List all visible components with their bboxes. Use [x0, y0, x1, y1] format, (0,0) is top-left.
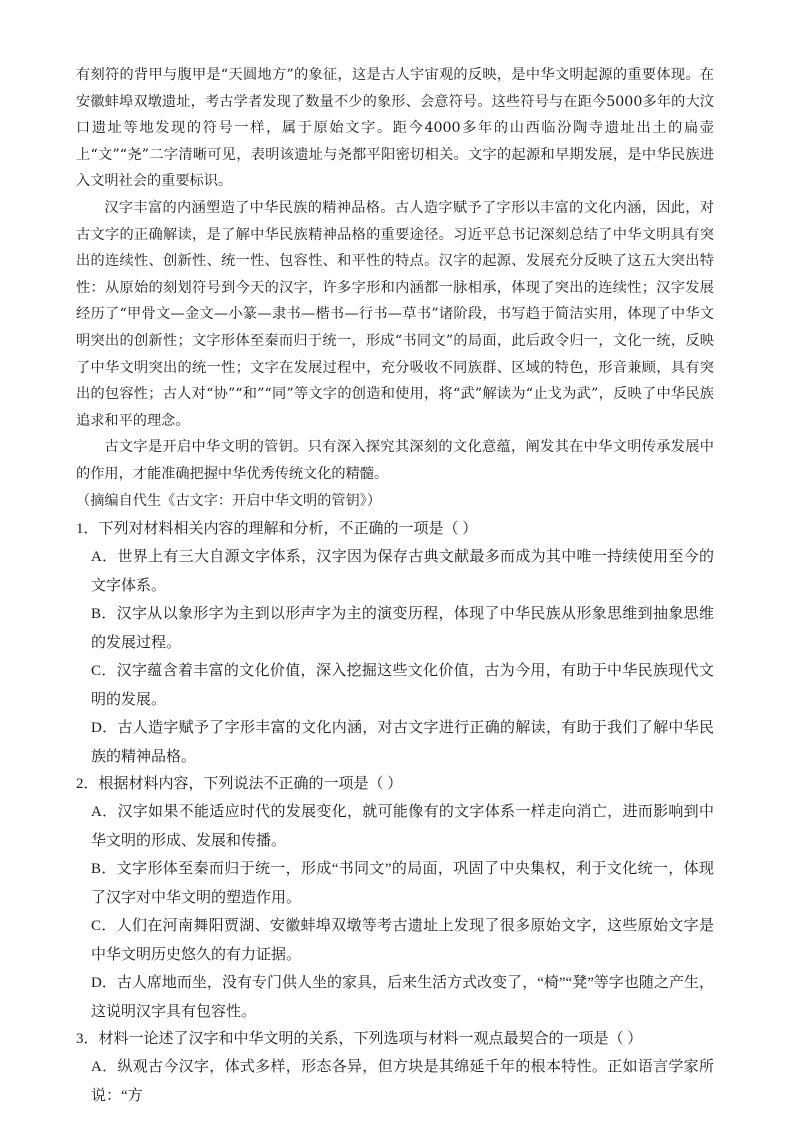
option-text: 纵观古今汉字，体式多样，形态各异，但方块是其绵延千年的根本特性。正如语言学家所说：“方 — [91, 1059, 714, 1104]
question-stem — [76, 1026, 714, 1053]
passage-paragraph-3: 古文字是开启中华文明的管钥。只有深入探究其深刻的文化意蕴，阐发其在中华文明传承发展中的作用，才能准确把握中华优秀传统文化的精髓。 — [76, 439, 714, 482]
question-number: 3． — [76, 1031, 99, 1048]
option-c — [76, 912, 714, 969]
question-text: 材料一论述了汉字和中华文明的关系，下列选项与材料一观点最契合的一项是（ ） — [98, 1031, 643, 1048]
option-c — [76, 657, 714, 714]
option-text: 古人席地而坐，没有专门供人坐的家具，后来生活方式改变了，“椅”“凳”等字也随之产生，这说明汉字具有包容性。 — [91, 975, 714, 1020]
option-letter: C． — [91, 663, 117, 680]
option-text: 文字形体至秦而归于统一，形成“书同文”的局面，巩固了中央集权，利于文化统一，体现了汉字对中华文明的塑造作用。 — [91, 861, 714, 906]
option-letter: D． — [91, 975, 117, 992]
option-text: 汉字如果不能适应时代的发展变化，就可能像有的文字体系一样走向消亡，进而影响到中华文明的形成、发展和传播。 — [91, 804, 714, 849]
passage-paragraph-2: 汉字丰富的内涵塑造了中华民族的精神品格。古人造字赋予了字形以丰富的文化内涵，因此，对古文字的正确解读，是了解中华民族精神品格的重要途径。习近平总书记深刻总结了中华文明具有突出的连续性、创新性、统一性、包容性、和平性的特点。汉字的起源、发展充分反映了这五大突出特性：从原始的刻划符号到今天的汉字，许多字形和内涵都一脉相承，体现了突出的连续性；汉字发展经历了“甲骨文—金文—小篆—隶书—楷书—行书—草书”诸阶段，书写趋于简洁实用，体现了中华文明突出的创新性；文字形体至秦而归于统一，形成“书同文”的局面，此后政令归一，文化一统，反映了中华文明突出的统一性；文字在发展过程中，充分吸收不同族群、区域的特色，形音兼顾，具有突出的包容性；古人对“协”“和”“同”等文字的创造和使用，将“武”解读为“止戈为武”，反映了中华民族追求和平的理念。 — [76, 199, 714, 429]
option-d — [76, 969, 714, 1026]
passage-paragraph-1: 有刻符的背甲与腹甲是“天圆地方”的象征，这是古人宇宙观的反映，是中华文明起源的重要体现。在安徽蚌埠双墩遗址，考古学者发现了数量不少的象形、会意符号。这些符号与在距今5000多年的大汶口遗址等地发现的符号一样，属于原始文字。距今4000多年的山西临汾陶寺遗址出土的扁壶上“文”“尧”二字清晰可见，表明该遗址与尧都平阳密切相关。文字的起源和早期发展，是中华民族进入文明社会的重要标识。 — [76, 67, 714, 190]
option-letter: A． — [91, 804, 118, 821]
question-text: 根据材料内容，下列说法不正确的一项是（ ） — [98, 776, 403, 793]
question-stem — [76, 771, 714, 798]
option-b — [76, 855, 714, 912]
reading-passage — [76, 62, 714, 514]
question-number: 1． — [76, 521, 99, 538]
option-d — [76, 714, 714, 771]
question-number: 2． — [76, 776, 99, 793]
option-text: 古人造字赋予了字形丰富的文化内涵，对古文字进行正确的解读，有助于我们了解中华民族的精神品格。 — [91, 720, 714, 765]
option-text: 世界上有三大自源文字体系，汉字因为保存古典文献最多而成为其中唯一持续使用至今的文字体系。 — [91, 549, 714, 594]
option-text: 汉字从以象形字为主到以形声字为主的演变历程，体现了中华民族从形象思维到抽象思维的发展过程。 — [91, 606, 714, 651]
option-letter: B． — [91, 861, 117, 878]
question-stem — [76, 516, 714, 543]
question-list — [76, 516, 714, 1110]
option-letter: A． — [91, 1059, 118, 1076]
option-a — [76, 798, 714, 855]
option-b — [76, 600, 714, 657]
question-text: 下列对材料相关内容的理解和分析，不正确的一项是（ ） — [98, 521, 478, 538]
option-a — [76, 1053, 714, 1110]
option-letter: B． — [91, 606, 117, 623]
question-2 — [76, 771, 714, 1026]
option-letter: D． — [91, 720, 118, 737]
question-1 — [76, 516, 714, 771]
option-text: 人们在河南舞阳贾湖、安徽蚌埠双墩等考古遗址上发现了很多原始文字，这些原始文字是中华文明历史悠久的有力证据。 — [91, 918, 714, 963]
option-letter: C． — [91, 918, 117, 935]
option-a — [76, 543, 714, 600]
passage-source: （摘编自代生《古文字：开启中华文明的管钥》） — [76, 492, 382, 509]
option-letter: A． — [91, 549, 118, 566]
question-3 — [76, 1026, 714, 1110]
option-text: 汉字蕴含着丰富的文化价值，深入挖掘这些文化价值，古为今用，有助于中华民族现代文明的发展。 — [91, 663, 714, 708]
